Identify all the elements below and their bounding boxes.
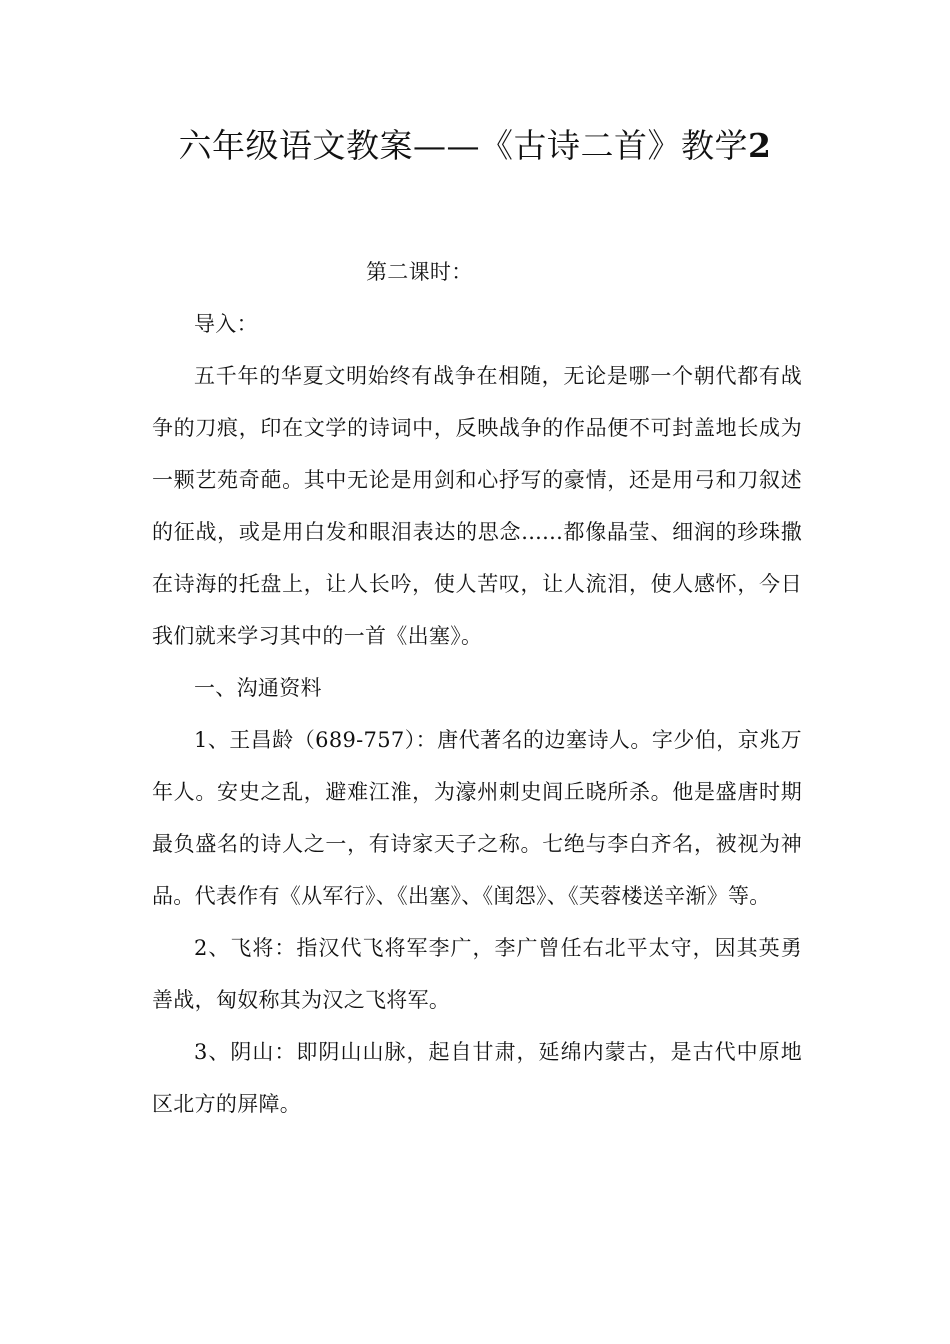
document-title-main: 六年级语文教案——《古诗二首》教学 [178, 126, 749, 165]
section-heading-materials: 一、沟通资料 [194, 676, 322, 700]
paragraph-intro: 五千年的华夏文明始终有战争在相随，无论是哪一个朝代都有战争的刀痕，印在文学的诗词中，反映战争的作品便不可封盖地长成为一颗艺苑奇葩。其中无论是用剑和心抒写的豪情，还是用弓和刀叙述的征战，或是用白发和眼泪表达的思念......都像晶莹、细润的珍珠撒在诗海的托盘上，让人长吟，使人苦叹，让人流泪，使人感怀，今日我们就来学习其中的一首《出塞》。 [152, 364, 802, 648]
paragraph-item-1: 1、王昌龄（689-757）：唐代著名的边塞诗人。字少伯，京兆万年人。安史之乱，避难江淮，为濠州刺史闾丘晓所杀。他是盛唐时期最负盛名的诗人之一，有诗家天子之称。七绝与李白齐名，被视为神品。代表作有《从军行》、《出塞》、《闺怨》、《芙蓉楼送辛渐》等。 [152, 728, 802, 908]
section-heading-intro: 导入： [194, 312, 258, 336]
document-title [0, 118, 950, 174]
paragraph-item-2: 2、飞将：指汉代飞将军李广，李广曾任右北平太守，因其英勇善战，匈奴称其为汉之飞将军。 [152, 936, 802, 1012]
document-title-number: 2 [748, 126, 772, 165]
lesson-heading: 第二课时： [366, 260, 473, 284]
paragraph-item-3: 3、阴山：即阴山山脉，起自甘肃，延绵内蒙古，是古代中原地区北方的屏障。 [152, 1040, 802, 1116]
document-body [152, 246, 802, 1130]
